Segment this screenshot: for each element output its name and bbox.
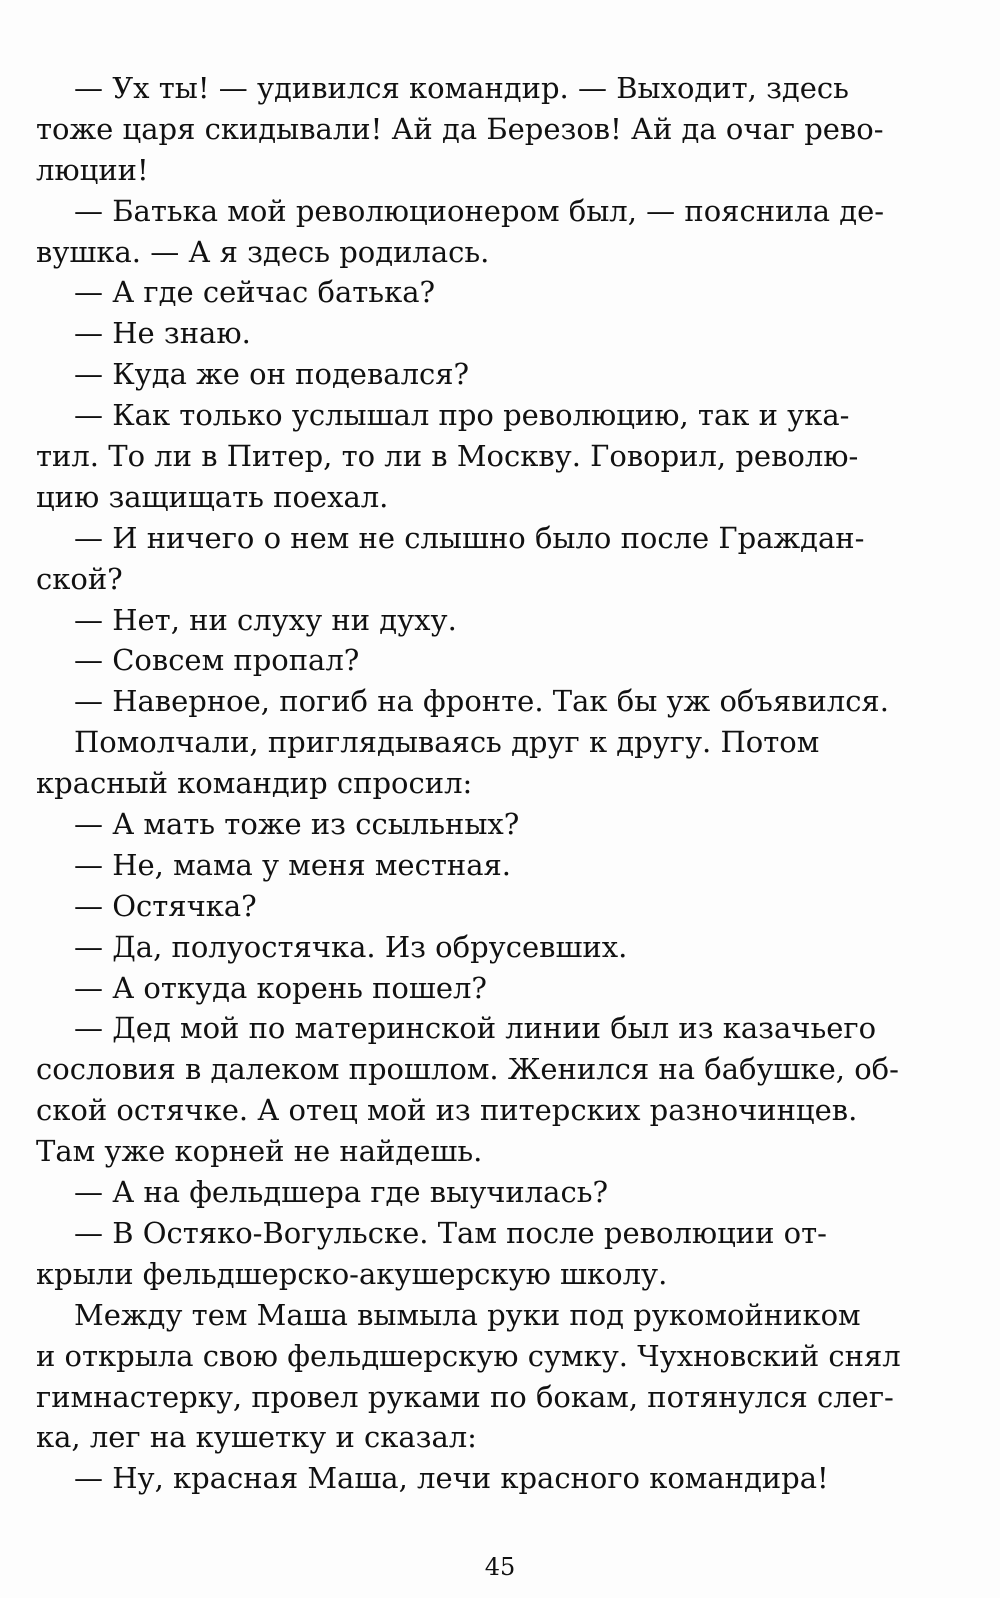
text-line: — Да, полуостячка. Из обрусевших.	[74, 929, 628, 964]
text-line: тоже царя скидывали! Ай да Березов! Ай да очаг рево-	[36, 111, 884, 146]
page-number: 45	[484, 1553, 516, 1581]
text-line: — Нет, ни слуху ни духу.	[74, 602, 457, 637]
text-line: — И ничего о нем не слышно было после Граждан-	[74, 520, 865, 555]
text-line: гимнастерку, провел руками по бокам, потянулся слег-	[36, 1379, 894, 1414]
text-line: — Не знаю.	[74, 316, 251, 351]
text-line: — Совсем пропал?	[74, 643, 360, 678]
text-line: сословия в далеком прошлом. Женился на бабушке, об-	[36, 1052, 899, 1087]
text-line: — Ну, красная Маша, лечи красного командира!	[74, 1461, 829, 1496]
text-line: вушка. — А я здесь родилась.	[36, 234, 490, 269]
text-line: люции!	[36, 152, 149, 187]
text-line: ской остячке. А отец мой из питерских разночинцев.	[36, 1093, 858, 1128]
text-line: — Дед мой по материнской линии был из казачьего	[74, 1011, 877, 1046]
text-line: — А мать тоже из ссыльных?	[74, 807, 520, 842]
text-line: — Наверное, погиб на фронте. Так бы уж объявился.	[74, 684, 889, 719]
text-line: — Остячка?	[74, 888, 257, 923]
text-line: — Ух ты! — удивился командир. — Выходит, здесь	[74, 71, 849, 105]
text-line: — Батька мой революционером был, — пояснила де-	[74, 193, 885, 228]
page-text	[36, 68, 901, 1499]
text-line: ка, лег на кушетку и сказал:	[36, 1420, 477, 1455]
text-line: — А на фельдшера где выучилась?	[74, 1175, 609, 1210]
text-line: — Куда же он подевался?	[74, 357, 470, 392]
text-line: — Как только услышал про революцию, так и ука-	[74, 398, 850, 433]
text-line: крыли фельдшерско-акушерскую школу.	[36, 1256, 668, 1291]
text-line: — А где сейчас батька?	[74, 275, 436, 310]
text-line: — А откуда корень пошел?	[74, 970, 487, 1005]
text-line: Там уже корней не найдешь.	[36, 1134, 483, 1169]
text-line: — Не, мама у меня местная.	[74, 847, 511, 882]
text-line: Между тем Маша вымыла руки под рукомойником	[74, 1297, 861, 1332]
text-line: Помолчали, приглядываясь друг к другу. Потом	[74, 725, 820, 760]
text-line: — В Остяко-Вогульске. Там после революции от-	[74, 1215, 827, 1250]
text-line: и открыла свою фельдшерскую сумку. Чухновский снял	[36, 1338, 901, 1373]
text-line: красный командир спросил:	[36, 766, 473, 801]
text-line: ской?	[36, 561, 123, 596]
text-line: тил. То ли в Питер, то ли в Москву. Говорил, револю-	[36, 439, 859, 474]
text-line: цию защищать поехал.	[36, 479, 389, 514]
